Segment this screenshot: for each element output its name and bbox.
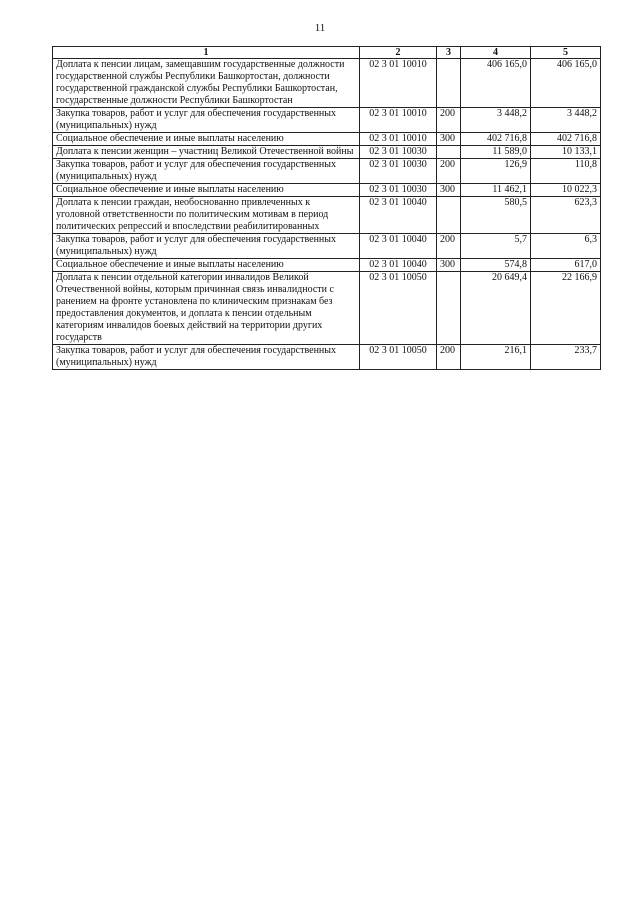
row-type <box>437 59 461 108</box>
row-type <box>437 197 461 234</box>
row-value-4: 5,7 <box>461 234 531 259</box>
row-code: 02 3 01 10030 <box>360 184 437 197</box>
row-name: Доплата к пенсии женщин – участниц Великой Отечественной войны <box>53 146 360 159</box>
row-type <box>437 146 461 159</box>
row-value-5: 617,0 <box>531 259 601 272</box>
row-value-5: 406 165,0 <box>531 59 601 108</box>
table-row <box>53 234 601 259</box>
row-value-5: 233,7 <box>531 345 601 370</box>
row-type: 200 <box>437 159 461 184</box>
row-value-4: 11 589,0 <box>461 146 531 159</box>
row-code: 02 3 01 10040 <box>360 197 437 234</box>
header-row <box>53 47 601 59</box>
row-code: 02 3 01 10030 <box>360 159 437 184</box>
row-value-4: 402 716,8 <box>461 133 531 146</box>
table-row <box>53 259 601 272</box>
row-name: Доплата к пенсии отдельной категории инвалидов Великой Отечественной войны, которым причинная связь инвалидности с ранением на фронте установлена по клиническим признакам без предоставления документов, и доплата к пенсии отдельным категориям инвалидов боевых действий на территории других государств <box>53 272 360 345</box>
table-row <box>53 197 601 234</box>
row-value-5: 3 448,2 <box>531 108 601 133</box>
row-value-5: 10 022,3 <box>531 184 601 197</box>
row-value-4: 216,1 <box>461 345 531 370</box>
row-value-5: 623,3 <box>531 197 601 234</box>
row-type: 300 <box>437 133 461 146</box>
row-code: 02 3 01 10040 <box>360 234 437 259</box>
row-name: Закупка товаров, работ и услуг для обеспечения государственных (муниципальных) нужд <box>53 234 360 259</box>
header-col-3: 3 <box>437 47 461 59</box>
row-code: 02 3 01 10010 <box>360 133 437 146</box>
page-number: 11 <box>314 22 326 34</box>
table-row <box>53 272 601 345</box>
row-value-4: 126,9 <box>461 159 531 184</box>
row-type: 300 <box>437 259 461 272</box>
row-name: Закупка товаров, работ и услуг для обеспечения государственных (муниципальных) нужд <box>53 159 360 184</box>
table-row <box>53 184 601 197</box>
row-name: Доплата к пенсии лицам, замещавшим государственные должности государственной службы Республики Башкортостан, должности государственной гражданской службы Республики Башкортостан, государственные должности Республики Башкортостан <box>53 59 360 108</box>
row-value-5: 402 716,8 <box>531 133 601 146</box>
row-value-5: 110,8 <box>531 159 601 184</box>
row-value-5: 6,3 <box>531 234 601 259</box>
table-row <box>53 133 601 146</box>
row-code: 02 3 01 10050 <box>360 345 437 370</box>
row-value-5: 10 133,1 <box>531 146 601 159</box>
header-col-2: 2 <box>360 47 437 59</box>
row-name: Социальное обеспечение и иные выплаты населению <box>53 184 360 197</box>
row-value-4: 20 649,4 <box>461 272 531 345</box>
table-row <box>53 345 601 370</box>
row-code: 02 3 01 10030 <box>360 146 437 159</box>
row-value-5: 22 166,9 <box>531 272 601 345</box>
row-code: 02 3 01 10050 <box>360 272 437 345</box>
row-name: Закупка товаров, работ и услуг для обеспечения государственных (муниципальных) нужд <box>53 345 360 370</box>
table-row <box>53 59 601 108</box>
row-type: 200 <box>437 108 461 133</box>
table-row <box>53 108 601 133</box>
table-header <box>53 47 601 59</box>
row-name: Социальное обеспечение и иные выплаты населению <box>53 259 360 272</box>
row-type: 300 <box>437 184 461 197</box>
row-code: 02 3 01 10040 <box>360 259 437 272</box>
row-type <box>437 272 461 345</box>
budget-table <box>52 46 601 370</box>
row-name: Социальное обеспечение и иные выплаты населению <box>53 133 360 146</box>
row-name: Закупка товаров, работ и услуг для обеспечения государственных (муниципальных) нужд <box>53 108 360 133</box>
table-row <box>53 146 601 159</box>
header-col-1: 1 <box>53 47 360 59</box>
table-row <box>53 159 601 184</box>
row-code: 02 3 01 10010 <box>360 59 437 108</box>
row-type: 200 <box>437 345 461 370</box>
table-body <box>53 59 601 370</box>
row-code: 02 3 01 10010 <box>360 108 437 133</box>
row-name: Доплата к пенсии граждан, необоснованно привлеченных к уголовной ответственности по политическим мотивам в период политических репрессий и впоследствии реабилитированных <box>53 197 360 234</box>
row-value-4: 406 165,0 <box>461 59 531 108</box>
row-value-4: 574,8 <box>461 259 531 272</box>
row-value-4: 11 462,1 <box>461 184 531 197</box>
header-col-4: 4 <box>461 47 531 59</box>
header-col-5: 5 <box>531 47 601 59</box>
row-type: 200 <box>437 234 461 259</box>
row-value-4: 3 448,2 <box>461 108 531 133</box>
row-value-4: 580,5 <box>461 197 531 234</box>
